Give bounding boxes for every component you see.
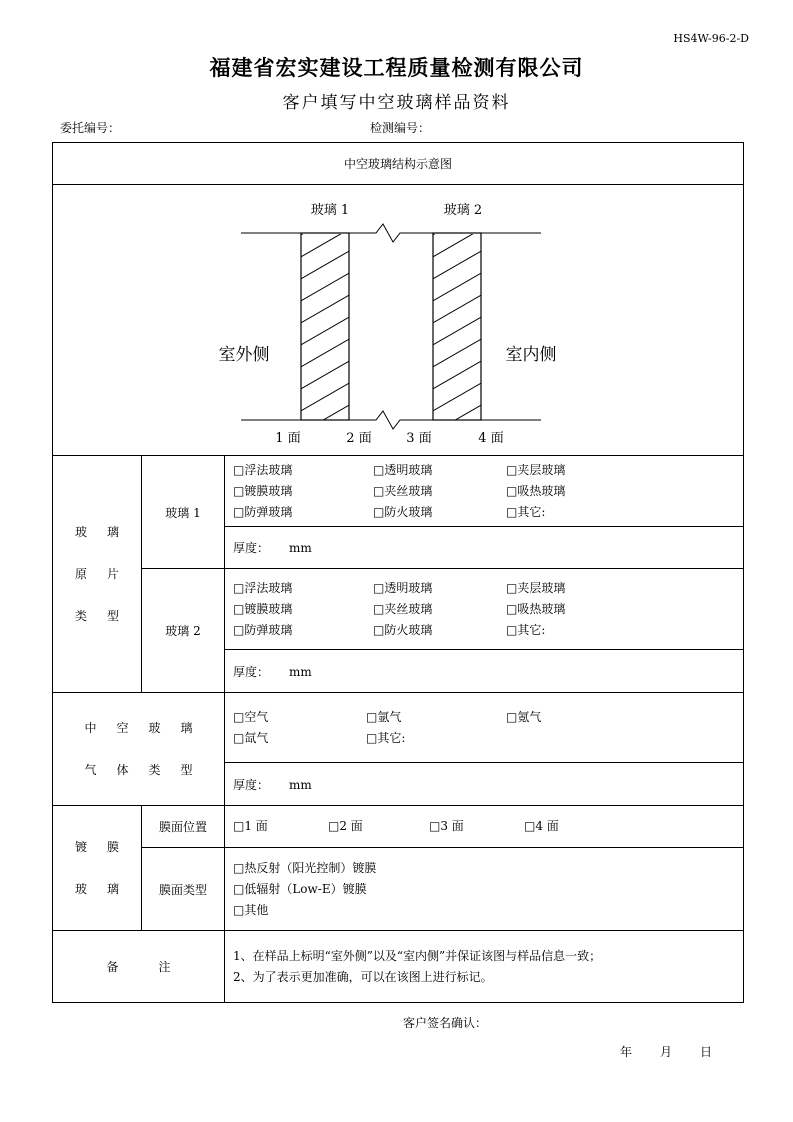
gas-type-label: 中 空 玻 璃 气 体 类 型 xyxy=(53,693,225,806)
hatch-line xyxy=(299,316,351,346)
hatch-line xyxy=(299,272,351,302)
inside-label: 室内侧 xyxy=(505,344,557,365)
glass1-thickness-field[interactable]: 厚度： mm xyxy=(225,527,744,569)
original-glass-label: 玻 璃 原 片 类 型 xyxy=(53,456,142,693)
page-title: 福建省宏实建设工程质量检测有限公司 xyxy=(209,55,584,80)
top-line xyxy=(241,224,541,242)
client-number-label: 委托编号： xyxy=(60,121,121,135)
sample-info-table xyxy=(52,142,744,1003)
structure-diagram xyxy=(53,186,742,455)
gas-thickness-field[interactable]: 厚度： mm xyxy=(225,763,744,806)
checkbox-coating-other[interactable]: □其他 xyxy=(233,902,269,917)
hatch-line xyxy=(431,426,483,455)
glass2-caption: 玻璃 2 xyxy=(443,202,483,218)
doc-code: HS4W-96-2-D xyxy=(673,32,749,45)
hatch-line xyxy=(431,316,483,346)
test-number-label: 检测编号： xyxy=(370,121,431,135)
hatch-line xyxy=(299,250,351,280)
date-month: 月 xyxy=(660,1045,673,1059)
checkbox-other[interactable]: □其它: xyxy=(506,622,546,637)
coating-type-options xyxy=(225,848,744,931)
outside-label: 室外侧 xyxy=(218,344,270,365)
hatch-line xyxy=(431,382,483,412)
checkbox-coated-glass[interactable]: □镀膜玻璃 xyxy=(233,601,293,616)
checkbox-heat-absorbing-glass[interactable]: □吸热玻璃 xyxy=(506,601,566,616)
customer-signature-label: 客户签名确认： xyxy=(403,1016,488,1030)
glass2-options xyxy=(225,569,744,650)
hatch-line xyxy=(299,294,351,324)
gas-options xyxy=(225,693,744,763)
hatch-line xyxy=(299,338,351,368)
checkbox-krypton[interactable]: □氪气 xyxy=(506,709,542,724)
hatch-line xyxy=(431,272,483,302)
checkbox-bulletproof-glass[interactable]: □防弹玻璃 xyxy=(233,504,293,519)
checkbox-clear-glass[interactable]: □透明玻璃 xyxy=(373,462,433,477)
checkbox-wired-glass[interactable]: □夹丝玻璃 xyxy=(373,601,433,616)
checkbox-laminated-glass[interactable]: □夹层玻璃 xyxy=(506,462,566,477)
glass1-options xyxy=(225,456,744,527)
glass2-thickness-field[interactable]: 厚度： mm xyxy=(225,650,744,693)
checkbox-face-1[interactable]: □1 面 xyxy=(233,819,268,833)
checkbox-laminated-glass[interactable]: □夹层玻璃 xyxy=(506,580,566,595)
checkbox-fireproof-glass[interactable]: □防火玻璃 xyxy=(373,504,433,519)
remark-line-1: 1、在样品上标明“室外侧”以及“室内侧”并保证该图与样品信息一致； xyxy=(233,948,602,963)
coating-position-options xyxy=(225,806,744,848)
checkbox-argon[interactable]: □氩气 xyxy=(366,709,402,724)
hatch-line xyxy=(299,426,351,455)
diagram-heading: 中空玻璃结构示意图 xyxy=(53,143,744,185)
face-1-label: 1 面 xyxy=(275,430,301,446)
checkbox-bulletproof-glass[interactable]: □防弹玻璃 xyxy=(233,622,293,637)
hatch-line xyxy=(431,360,483,390)
hatch-line xyxy=(431,250,483,280)
glass1-caption: 玻璃 1 xyxy=(310,202,350,218)
glass-pane-2 xyxy=(433,233,481,420)
remark-line-2: 2、为了表示更加准确，可以在该图上进行标记。 xyxy=(233,969,493,984)
checkbox-coated-glass[interactable]: □镀膜玻璃 xyxy=(233,483,293,498)
checkbox-air[interactable]: □空气 xyxy=(233,709,269,724)
glass-pane-1 xyxy=(301,233,349,420)
remarks-text xyxy=(225,931,744,1003)
bottom-line xyxy=(241,411,541,429)
date-year: 年 xyxy=(620,1045,633,1059)
hatch-line xyxy=(431,404,483,434)
checkbox-clear-glass[interactable]: □透明玻璃 xyxy=(373,580,433,595)
page-subtitle: 客户填写中空玻璃样品资料 xyxy=(282,93,511,113)
checkbox-float-glass[interactable]: □浮法玻璃 xyxy=(233,462,293,477)
glass1-label: 玻璃 1 xyxy=(142,456,225,569)
coating-type-label: 膜面类型 xyxy=(142,848,225,931)
hatch-line xyxy=(299,448,351,455)
hatch-line xyxy=(299,404,351,434)
coating-position-label: 膜面位置 xyxy=(142,806,225,848)
checkbox-xenon[interactable]: □氙气 xyxy=(233,730,269,745)
hatch-line xyxy=(299,360,351,390)
face-4-label: 4 面 xyxy=(478,430,504,446)
date-line xyxy=(620,1043,740,1060)
remarks-label: 备 注 xyxy=(53,931,225,1003)
checkbox-wired-glass[interactable]: □夹丝玻璃 xyxy=(373,483,433,498)
date-day: 日 xyxy=(700,1045,713,1059)
checkbox-float-glass[interactable]: □浮法玻璃 xyxy=(233,580,293,595)
checkbox-fireproof-glass[interactable]: □防火玻璃 xyxy=(373,622,433,637)
checkbox-other[interactable]: □其它: xyxy=(506,504,546,519)
coated-glass-label: 镀 膜 玻 璃 xyxy=(53,806,142,931)
hatch-line xyxy=(431,338,483,368)
checkbox-face-4[interactable]: □4 面 xyxy=(524,819,559,833)
face-3-label: 3 面 xyxy=(406,430,432,446)
checkbox-heat-reflective[interactable]: □热反射（阳光控制）镀膜 xyxy=(233,860,377,875)
hatch-line xyxy=(431,294,483,324)
checkbox-low-e[interactable]: □低辐射（Low-E）镀膜 xyxy=(233,881,367,896)
hatch-line xyxy=(431,448,483,455)
checkbox-face-3[interactable]: □3 面 xyxy=(429,819,464,833)
checkbox-heat-absorbing-glass[interactable]: □吸热玻璃 xyxy=(506,483,566,498)
checkbox-gas-other[interactable]: □其它: xyxy=(366,730,406,745)
checkbox-face-2[interactable]: □2 面 xyxy=(328,819,363,833)
glass2-label: 玻璃 2 xyxy=(142,569,225,693)
hatch-line xyxy=(299,382,351,412)
face-2-label: 2 面 xyxy=(346,430,372,446)
structure-diagram-cell xyxy=(53,185,744,456)
